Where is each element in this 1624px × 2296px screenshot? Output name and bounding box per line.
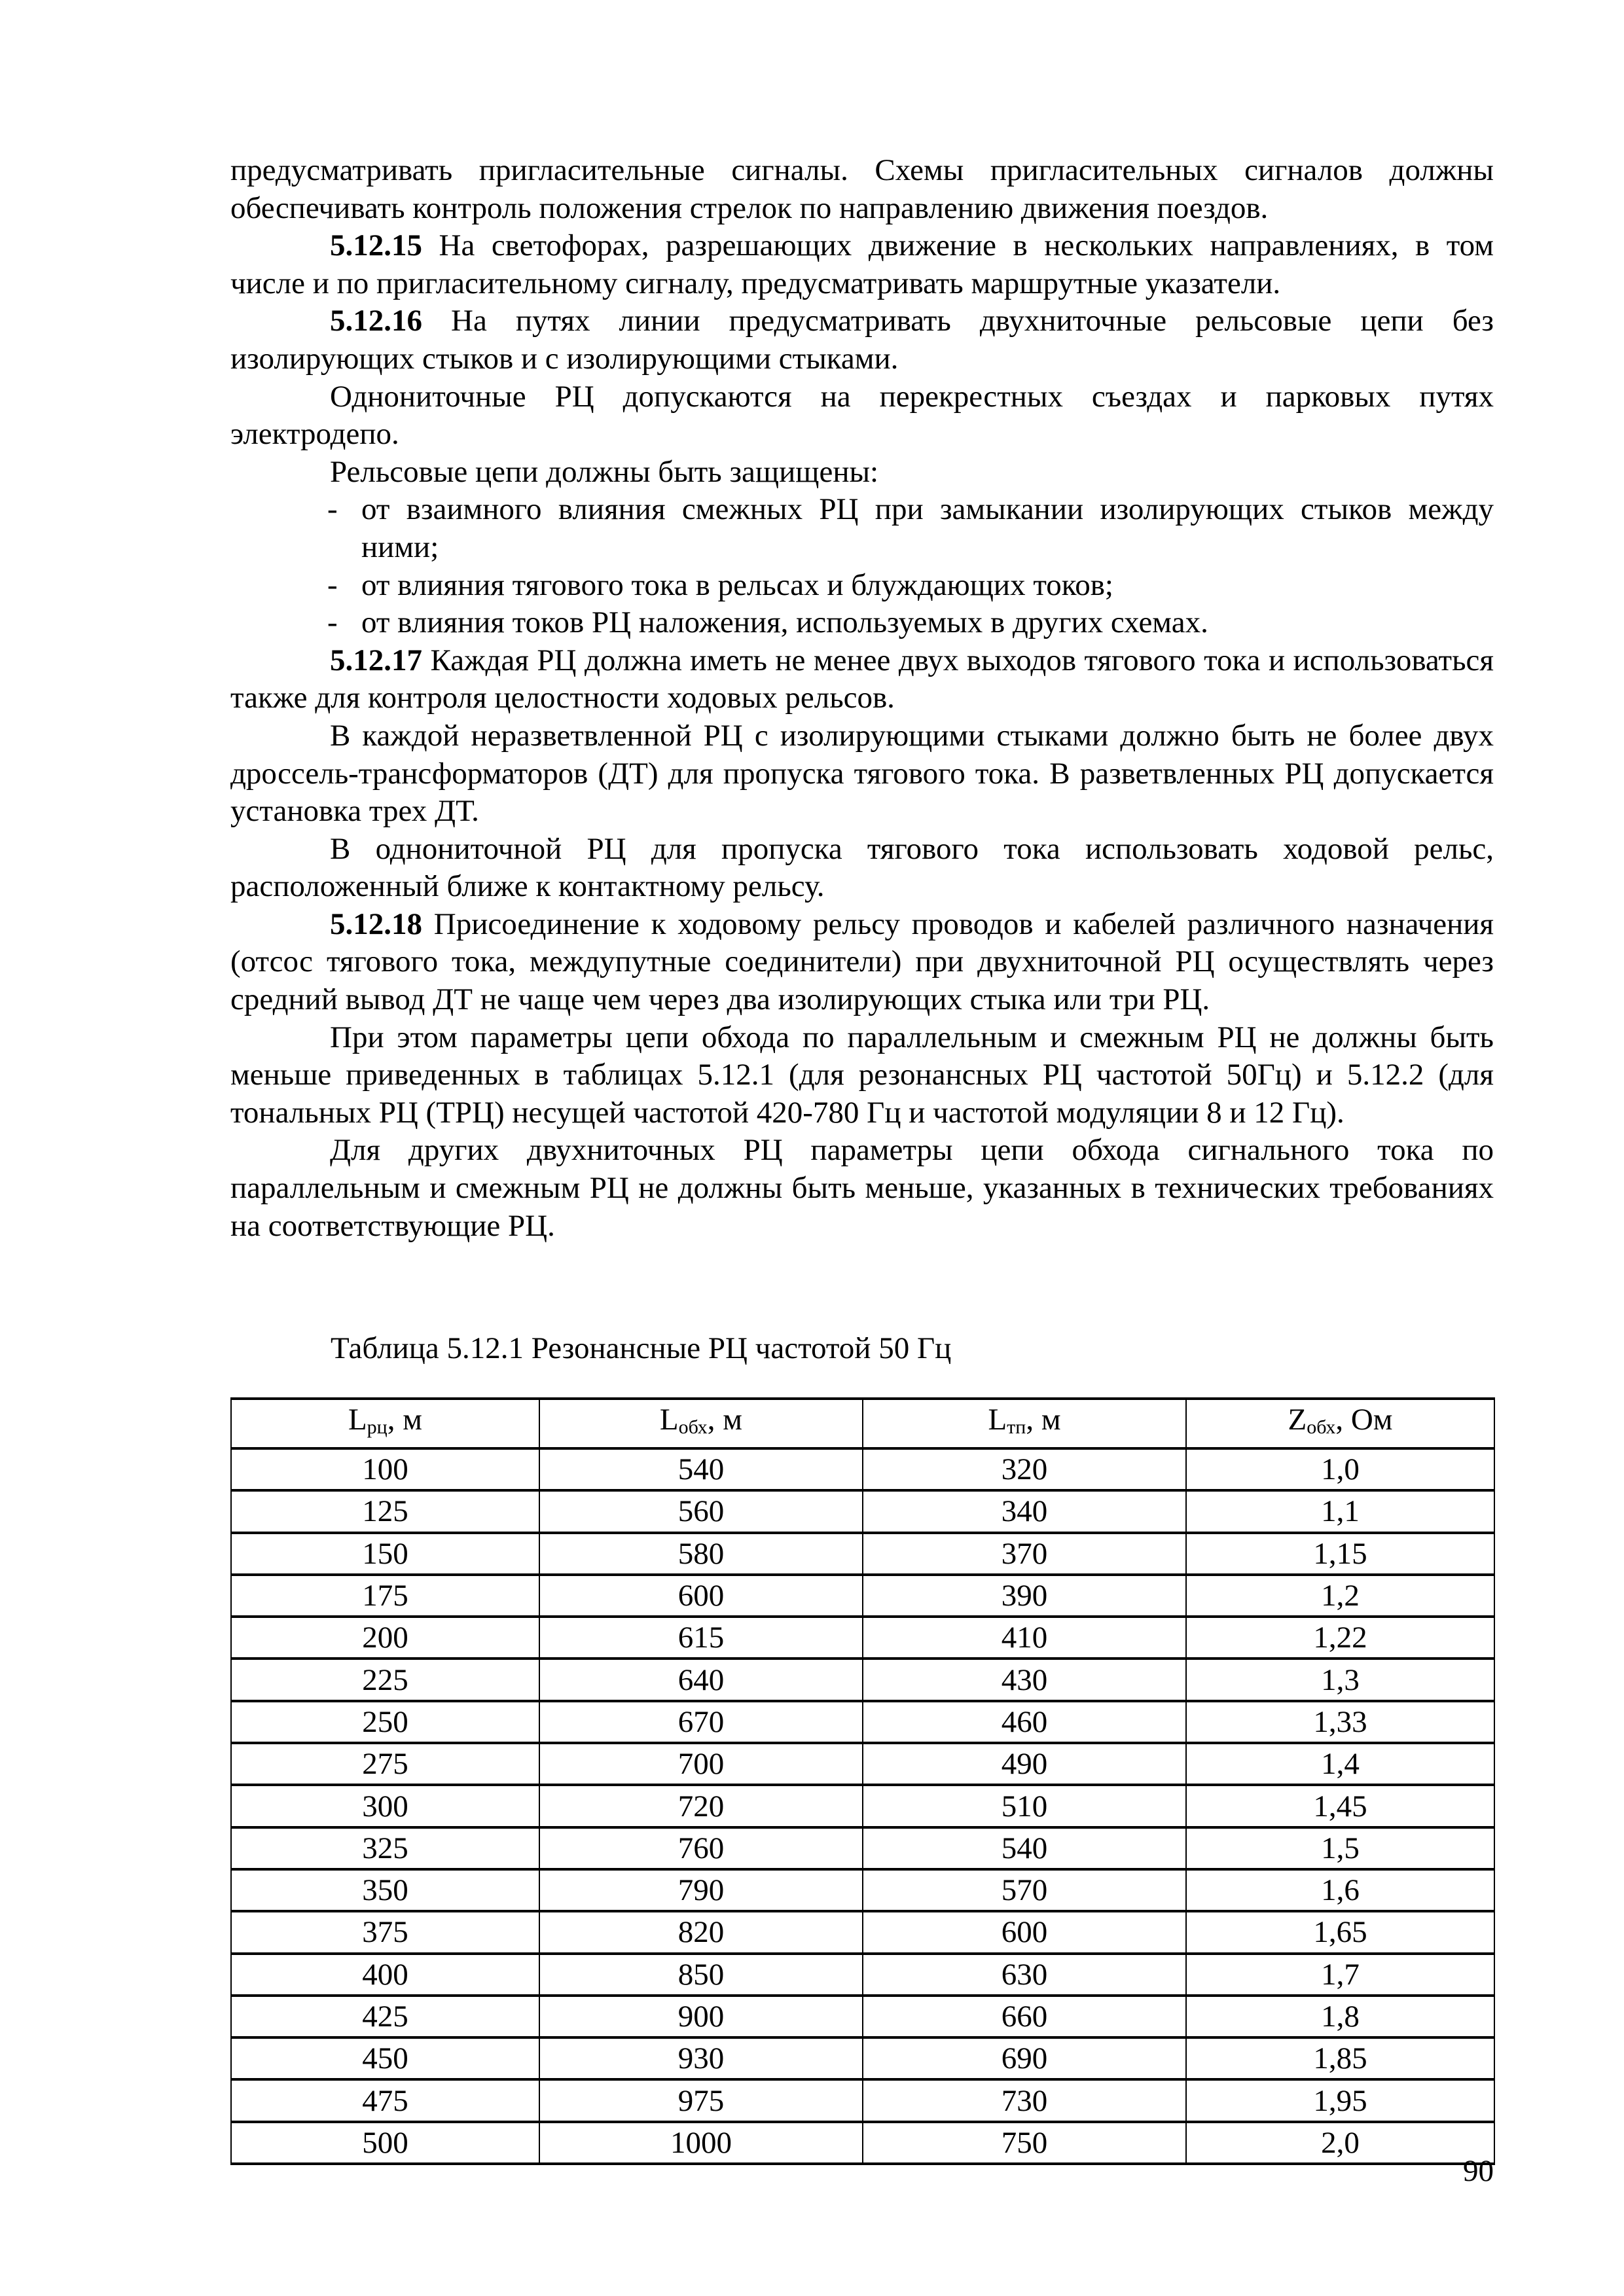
table-cell: 370 xyxy=(863,1533,1186,1575)
table-cell: 1,4 xyxy=(1186,1743,1494,1785)
page-number: 90 xyxy=(1463,2154,1494,2188)
list-item-text: от влияния токов РЦ наложения, используемых в других схемах. xyxy=(361,605,1208,640)
table-row xyxy=(231,1743,1494,1785)
table-cell: 475 xyxy=(231,2079,539,2121)
table-cell: 300 xyxy=(231,1785,539,1827)
table-row xyxy=(231,1869,1494,1911)
document-body xyxy=(230,152,1494,1245)
table-cell: 1,2 xyxy=(1186,1575,1494,1617)
table-row xyxy=(231,1490,1494,1532)
table-cell: 275 xyxy=(231,1743,539,1785)
table-cell: 1,0 xyxy=(1186,1448,1494,1490)
table-cell: 1,33 xyxy=(1186,1701,1494,1743)
table-row xyxy=(231,2079,1494,2121)
dash-bullet-icon: - xyxy=(327,605,338,640)
column-header-l-rc: $L_{рц}$, м xyxy=(231,1399,539,1448)
list-item xyxy=(230,604,1494,642)
table-cell: 820 xyxy=(539,1911,863,1953)
table-row xyxy=(231,1533,1494,1575)
paragraph-5-12-15 xyxy=(230,227,1494,302)
table-cell: 410 xyxy=(863,1617,1186,1659)
table-cell: 900 xyxy=(539,1996,863,2037)
table-cell: 425 xyxy=(231,1996,539,2037)
list-item-text: от влияния тягового тока в рельсах и блуждающих токов; xyxy=(361,567,1113,602)
table-cell: 930 xyxy=(539,2037,863,2079)
table-cell: 670 xyxy=(539,1701,863,1743)
table-cell: 400 xyxy=(231,1954,539,1996)
table-cell: 1,85 xyxy=(1186,2037,1494,2079)
paragraph-text: Присоединение к ходовому рельсу проводов и кабелей различного назначения (отсос тягового тока, междупутные соединители) при двухниточной РЦ осуществлять через средний вывод ДТ не чаще чем через два изолирующих стыка или три РЦ. xyxy=(230,906,1494,1017)
dash-bullet-icon: - xyxy=(327,492,338,527)
protection-list xyxy=(230,491,1494,641)
table-row xyxy=(231,2122,1494,2164)
table-cell: 225 xyxy=(231,1659,539,1700)
table-cell: 1,8 xyxy=(1186,1996,1494,2037)
section-number: 5.12.16 xyxy=(330,304,422,338)
table-cell: 1,6 xyxy=(1186,1869,1494,1911)
table-cell: 850 xyxy=(539,1954,863,1996)
table-cell: 150 xyxy=(231,1533,539,1575)
table-row xyxy=(231,1996,1494,2037)
table-row xyxy=(231,1575,1494,1617)
table-cell: 1,3 xyxy=(1186,1659,1494,1700)
resonant-circuits-table xyxy=(230,1397,1495,2165)
table-cell: 630 xyxy=(863,1954,1186,1996)
dash-bullet-icon: - xyxy=(327,567,338,602)
table-cell: 1,95 xyxy=(1186,2079,1494,2121)
table-cell: 750 xyxy=(863,2122,1186,2164)
table-cell: 450 xyxy=(231,2037,539,2079)
table-cell: 510 xyxy=(863,1785,1186,1827)
section-number: 5.12.18 xyxy=(330,906,422,941)
table-cell: 1,7 xyxy=(1186,1954,1494,1996)
table-cell: 125 xyxy=(231,1490,539,1532)
table-cell: 690 xyxy=(863,2037,1186,2079)
list-item-text: от взаимного влияния смежных РЦ при замыкании изолирующих стыков между ними; xyxy=(361,492,1494,564)
paragraph-choke-transformers: В каждой неразветвленной РЦ с изолирующими стыками должно быть не более двух дроссель-трансформаторов (ДТ) для пропуска тягового тока. В разветвленных РЦ допускается установка трех ДТ. xyxy=(230,718,1494,829)
paragraph-single-rail-traction: В однониточной РЦ для пропуска тягового тока использовать ходовой рельс, расположенный ближе к контактному рельсу. xyxy=(230,831,1494,904)
table-row xyxy=(231,1911,1494,1953)
table-cell: 2,0 xyxy=(1186,2122,1494,2164)
column-header-z-obh: $Z_{обх}$, Ом xyxy=(1186,1399,1494,1448)
table-cell: 615 xyxy=(539,1617,863,1659)
table-cell: 540 xyxy=(863,1827,1186,1869)
table-cell: 320 xyxy=(863,1448,1186,1490)
table-cell: 1,22 xyxy=(1186,1617,1494,1659)
paragraph-bypass-parameters: При этом параметры цепи обхода по параллельным и смежным РЦ не должны быть меньше приведенных в таблицах 5.12.1 (для резонансных РЦ частотой 50Гц) и 5.12.2 (для тональных РЦ (ТРЦ) несущей частотой 420-780 Гц и частотой модуляции 8 и 12 Гц). xyxy=(230,1020,1494,1130)
paragraph-5-12-17 xyxy=(230,642,1494,717)
table-cell: 600 xyxy=(863,1911,1186,1953)
table-cell: 1,5 xyxy=(1186,1827,1494,1869)
table-cell: 700 xyxy=(539,1743,863,1785)
paragraph-protection: Рельсовые цепи должны быть защищены: xyxy=(330,454,879,489)
table-cell: 640 xyxy=(539,1659,863,1700)
table-row xyxy=(231,1954,1494,1996)
table-cell: 540 xyxy=(539,1448,863,1490)
table-cell: 500 xyxy=(231,2122,539,2164)
table-cell: 760 xyxy=(539,1827,863,1869)
paragraph-text: Каждая РЦ должна иметь не менее двух выходов тягового тока и использоваться также для контроля целостности ходовых рельсов. xyxy=(230,643,1494,715)
paragraph-single-rail: Однониточные РЦ допускаются на перекрестных съездах и парковых путях электродепо. xyxy=(230,379,1494,452)
table-cell: 720 xyxy=(539,1785,863,1827)
column-header-l-tp: $L_{тп}$, м xyxy=(863,1399,1186,1448)
section-number: 5.12.17 xyxy=(330,643,422,677)
table-cell: 375 xyxy=(231,1911,539,1953)
table-cell: 1,15 xyxy=(1186,1533,1494,1575)
table-row xyxy=(231,2037,1494,2079)
table-row xyxy=(231,1659,1494,1700)
table-cell: 175 xyxy=(231,1575,539,1617)
table-cell: 790 xyxy=(539,1869,863,1911)
table-row xyxy=(231,1785,1494,1827)
paragraph-text: На светофорах, разрешающих движение в нескольких направлениях, в том числе и по пригласительному сигналу, предусматривать маршрутные указатели. xyxy=(230,228,1494,300)
table-caption: Таблица 5.12.1 Резонансные РЦ частотой 50 Гц xyxy=(331,1331,952,1365)
table-cell: 200 xyxy=(231,1617,539,1659)
table-cell: 730 xyxy=(863,2079,1186,2121)
paragraph-other-circuits: Для других двухниточных РЦ параметры цепи обхода сигнального тока по параллельным и смежным РЦ не должны быть меньше, указанных в технических требованиях на соответствующие РЦ. xyxy=(230,1133,1494,1243)
table-cell: 1,45 xyxy=(1186,1785,1494,1827)
table-cell: 580 xyxy=(539,1533,863,1575)
paragraph-text: На путях линии предусматривать двухниточные рельсовые цепи без изолирующих стыков и с изолирующими стыками. xyxy=(230,304,1494,376)
section-number: 5.12.15 xyxy=(330,228,422,263)
table-header-row xyxy=(231,1399,1494,1448)
table-cell: 340 xyxy=(863,1490,1186,1532)
list-item xyxy=(230,567,1494,605)
table-row xyxy=(231,1827,1494,1869)
table-cell: 430 xyxy=(863,1659,1186,1700)
table-cell: 660 xyxy=(863,1996,1186,2037)
table-row xyxy=(231,1617,1494,1659)
column-header-l-obh: $L_{обх}$, м xyxy=(539,1399,863,1448)
table-cell: 975 xyxy=(539,2079,863,2121)
paragraph-intro: предусматривать пригласительные сигналы. Схемы пригласительных сигналов должны обеспечивать контроль положения стрелок по направлению движения поездов. xyxy=(230,153,1494,225)
table-cell: 600 xyxy=(539,1575,863,1617)
table-cell: 390 xyxy=(863,1575,1186,1617)
table-cell: 560 xyxy=(539,1490,863,1532)
table-cell: 250 xyxy=(231,1701,539,1743)
table-cell: 1,65 xyxy=(1186,1911,1494,1953)
table-row xyxy=(231,1448,1494,1490)
table-cell: 325 xyxy=(231,1827,539,1869)
table-cell: 100 xyxy=(231,1448,539,1490)
table-cell: 1,1 xyxy=(1186,1490,1494,1532)
list-item xyxy=(230,491,1494,566)
table-cell: 460 xyxy=(863,1701,1186,1743)
table-cell: 1000 xyxy=(539,2122,863,2164)
paragraph-5-12-18 xyxy=(230,906,1494,1019)
table-row xyxy=(231,1701,1494,1743)
table-cell: 570 xyxy=(863,1869,1186,1911)
table-body xyxy=(231,1448,1494,2164)
table-cell: 350 xyxy=(231,1869,539,1911)
table-cell: 490 xyxy=(863,1743,1186,1785)
paragraph-5-12-16 xyxy=(230,302,1494,378)
